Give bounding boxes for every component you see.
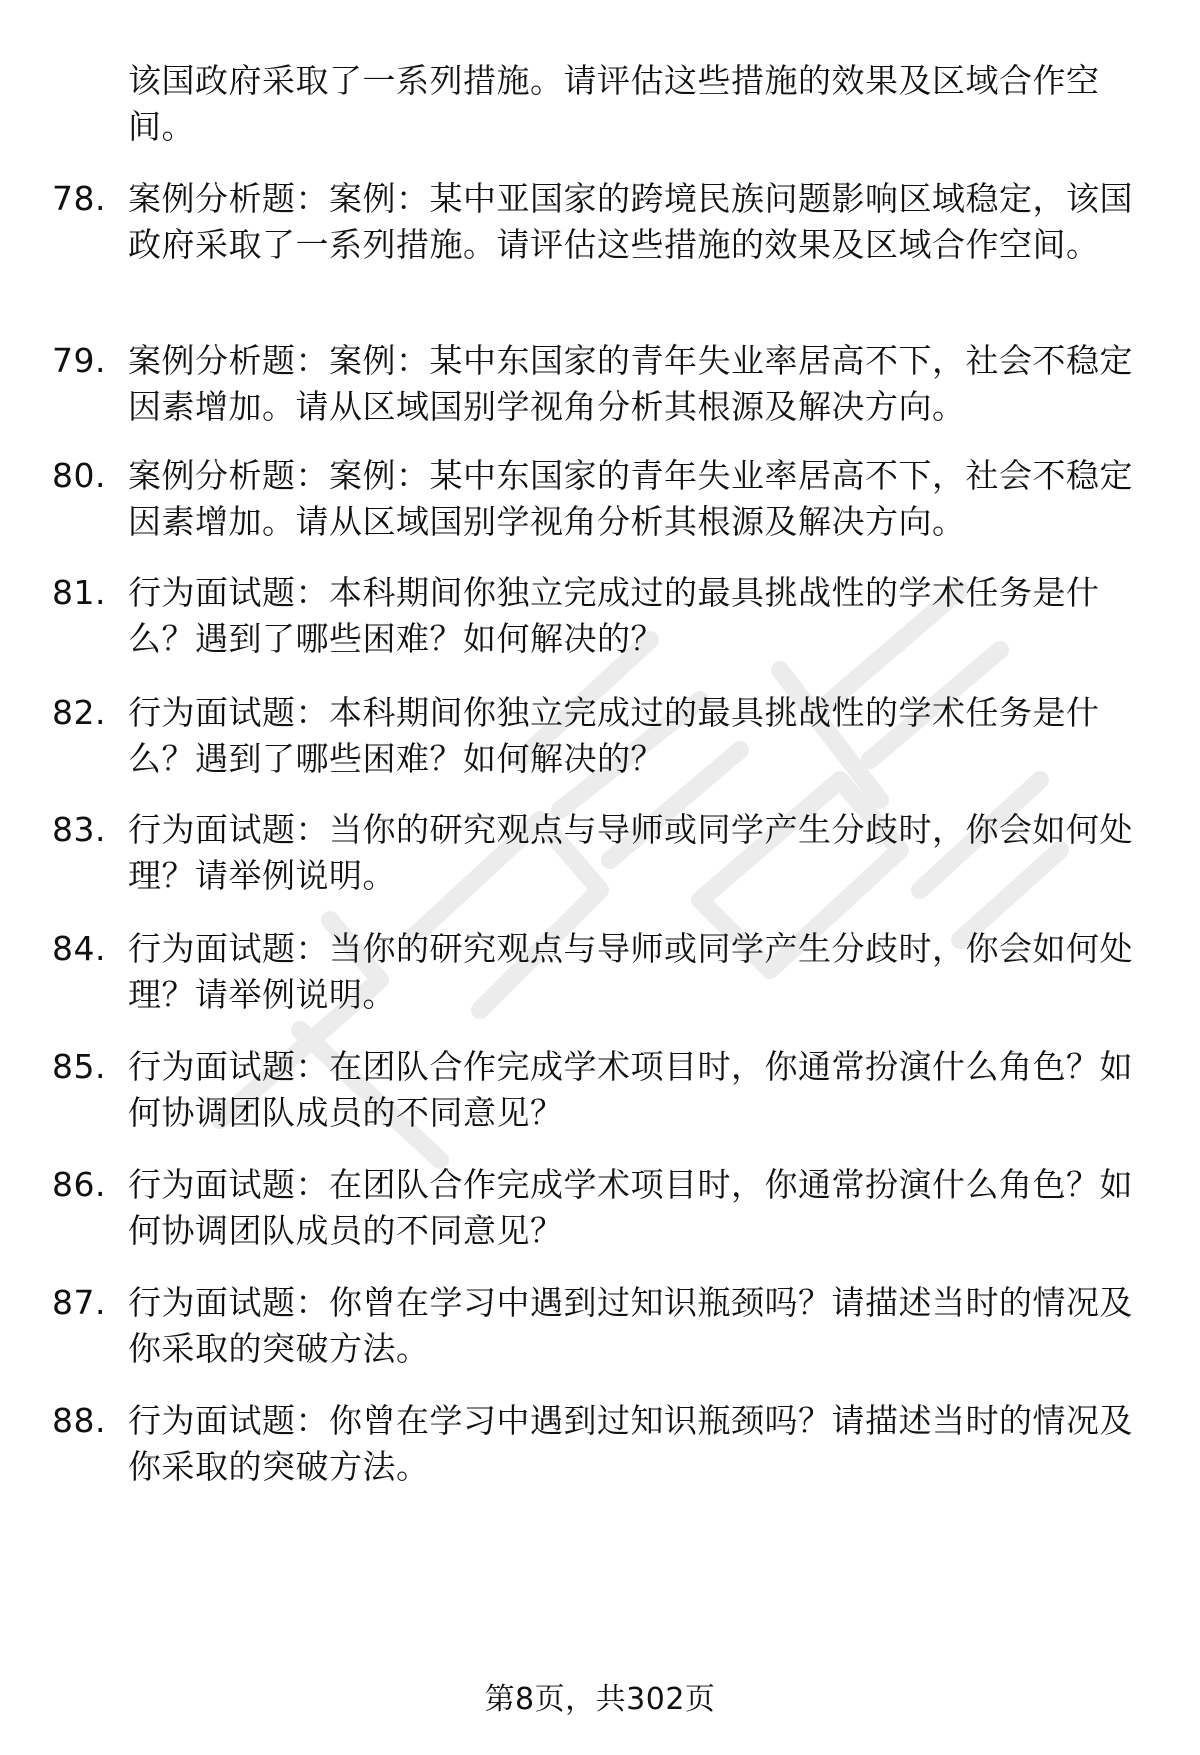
question-text: 案例分析题：案例：某中亚国家的跨境民族问题影响区域稳定，该国政府采取了一系列措施。请评估这些措施的效果及区域合作空间。 xyxy=(128,179,1133,264)
question-text: 行为面试题：本科期间你独立完成过的最具挑战性的学术任务是什么？遇到了哪些困难？如何解决的？ xyxy=(128,693,1100,778)
question-text: 行为面试题：你曾在学习中遇到过知识瓶颈吗？请描述当时的情况及你采取的突破方法。 xyxy=(128,1283,1133,1368)
question-text: 案例分析题：案例：某中东国家的青年失业率居高不下，社会不稳定因素增加。请从区域国别学视角分析其根源及解决方向。 xyxy=(128,341,1133,426)
question-number: 85. xyxy=(52,1047,106,1086)
question-number: 84. xyxy=(52,929,106,968)
question-text: 行为面试题：你曾在学习中遇到过知识瓶颈吗？请描述当时的情况及你采取的突破方法。 xyxy=(128,1401,1133,1486)
question-number: 79. xyxy=(52,341,106,380)
page-footer: 第8页，共302页 xyxy=(484,1682,716,1717)
question-number: 88. xyxy=(52,1401,106,1440)
question-text: 行为面试题：当你的研究观点与导师或同学产生分歧时，你会如何处理？请举例说明。 xyxy=(128,929,1133,1014)
question-number: 78. xyxy=(52,179,106,218)
question-continuation: 该国政府采取了一系列措施。请评估这些措施的效果及区域合作空间。 xyxy=(128,61,1100,146)
question-number: 80. xyxy=(52,456,106,495)
question-text: 行为面试题：当你的研究观点与导师或同学产生分歧时，你会如何处理？请举例说明。 xyxy=(128,810,1133,895)
question-text: 案例分析题：案例：某中东国家的青年失业率居高不下，社会不稳定因素增加。请从区域国别学视角分析其根源及解决方向。 xyxy=(128,456,1133,541)
question-text: 行为面试题：在团队合作完成学术项目时，你通常扮演什么角色？如何协调团队成员的不同意见？ xyxy=(128,1047,1133,1132)
question-number: 81. xyxy=(52,573,106,612)
question-number: 86. xyxy=(52,1165,106,1204)
question-number: 82. xyxy=(52,693,106,732)
question-text: 行为面试题：本科期间你独立完成过的最具挑战性的学术任务是什么？遇到了哪些困难？如何解决的？ xyxy=(128,573,1100,658)
question-text: 行为面试题：在团队合作完成学术项目时，你通常扮演什么角色？如何协调团队成员的不同意见？ xyxy=(128,1165,1133,1250)
question-number: 87. xyxy=(52,1283,106,1322)
question-number: 83. xyxy=(52,810,106,849)
